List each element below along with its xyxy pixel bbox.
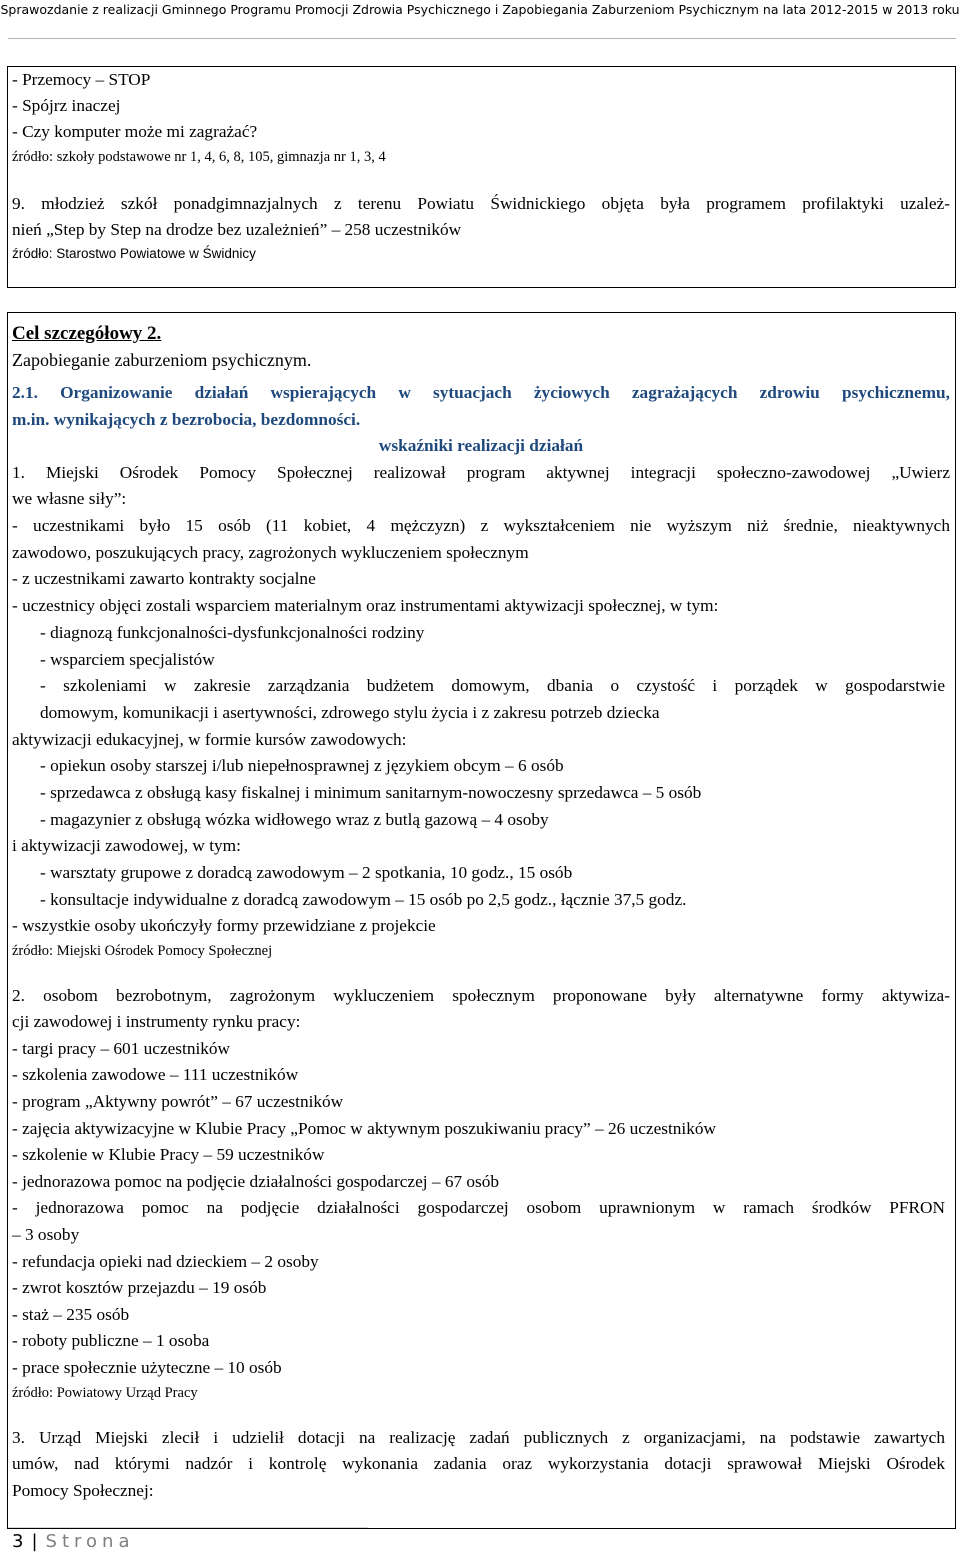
page-header: Sprawozdanie z realizacji Gminnego Programu Promocji Zdrowia Psychicznego i Zapobiegania Zaburzeniom Psychicznym na lata 2012-2015 w 2013 roku xyxy=(0,2,960,17)
list-item: - program „Aktywny powrót” – 67 uczestników xyxy=(12,1092,344,1111)
source-note: źródło: szkoły podstawowe nr 1, 4, 6, 8, 105, gimnazja nr 1, 3, 4 xyxy=(12,149,386,165)
list-item: - Czy komputer może mi zagrażać? xyxy=(12,122,258,141)
list-item: - Przemocy – STOP xyxy=(12,70,151,89)
goal-subtitle: Zapobieganie zaburzeniom psychicznym. xyxy=(12,350,312,370)
paragraph-line: - uczestnicy objęci zostali wsparciem materialnym oraz instrumentami aktywizacji społecznej, w tym: xyxy=(12,596,719,615)
list-item: - diagnozą funkcjonalności-dysfunkcjonalności rodziny xyxy=(40,623,425,642)
paragraph-line: 2. osobom bezrobotnym, zagrożonym wykluczeniem społecznym proponowane były alternatywne formy aktywiza- xyxy=(12,986,950,1005)
paragraph-line: we własne siły”: xyxy=(12,489,127,508)
list-item: - szkoleniami w zakresie zarządzania budżetem domowym, dbania o czystość i porządek w gospodarstwie xyxy=(40,676,945,695)
list-item: domowym, komunikacji i asertywności, zdrowego stylu życia i z zakresu potrzeb dziecka xyxy=(40,703,660,722)
page-footer xyxy=(12,1531,134,1553)
list-item: - wsparciem specjalistów xyxy=(40,650,215,669)
paragraph-line: - z uczestnikami zawarto kontrakty socjalne xyxy=(12,569,316,588)
list-item: - warsztaty grupowe z doradcą zawodowym – 2 spotkania, 10 godz., 15 osób xyxy=(40,863,573,882)
list-item: - opiekun osoby starszej i/lub niepełnosprawnej z językiem obcym – 6 osób xyxy=(40,756,564,775)
paragraph-line: cji zawodowej i instrumenty rynku pracy: xyxy=(12,1012,301,1031)
list-item: - targi pracy – 601 uczestników xyxy=(12,1039,231,1058)
paragraph-line: 9. młodzież szkół ponadgimnazjalnych z terenu Powiatu Świdnickiego objęta była programem profilaktyki uzależ- xyxy=(12,194,950,213)
list-item: - zwrot kosztów przejazdu – 19 osób xyxy=(12,1278,267,1297)
paragraph-line: i aktywizacji zawodowej, w tym: xyxy=(12,836,241,855)
list-item: - prace społecznie użyteczne – 10 osób xyxy=(12,1358,282,1377)
footer-separator: | xyxy=(31,1531,38,1552)
paragraph-line: Pomocy Społecznej: xyxy=(12,1481,154,1500)
indicators-heading: wskaźniki realizacji działań xyxy=(378,436,584,455)
paragraph-line: aktywizacji edukacyjnej, w formie kursów zawodowych: xyxy=(12,730,407,749)
paragraph-line: nień „Step by Step na drodze bez uzależnień” – 258 uczestników xyxy=(12,220,462,239)
list-item: - staż – 235 osób xyxy=(12,1305,130,1324)
list-item: – 3 osoby xyxy=(12,1225,80,1244)
list-item: - Spójrz inaczej xyxy=(12,96,121,115)
list-item: - refundacja opieki nad dzieckiem – 2 osoby xyxy=(12,1252,319,1271)
source-note: źródło: Powiatowy Urząd Pracy xyxy=(12,1385,198,1401)
list-item: - roboty publiczne – 1 osoba xyxy=(12,1331,210,1350)
list-item: - zajęcia aktywizacyjne w Klubie Pracy „Pomoc w aktywnym poszukiwaniu pracy” – 26 uczestników xyxy=(12,1119,716,1138)
list-item: - szkolenie w Klubie Pracy – 59 uczestników xyxy=(12,1145,325,1164)
paragraph-line: 3. Urząd Miejski zlecił i udzielił dotacji na realizację zadań publicznych z organizacjami, na podstawie zawartych xyxy=(12,1428,945,1447)
paragraph-line: - wszystkie osoby ukończyły formy przewidziane z projekcie xyxy=(12,916,436,935)
list-item: - jednorazowa pomoc na podjęcie działalności gospodarczej osobom uprawnionym w ramach środków PFRON xyxy=(12,1198,945,1217)
paragraph-line: zawodowo, poszukujących pracy, zagrożonych wykluczeniem społecznym xyxy=(12,543,529,562)
list-item: - sprzedawca z obsługą kasy fiskalnej i minimum sanitarnym-nowoczesny sprzedawca – 5 osób xyxy=(40,783,702,802)
source-note: źródło: Starostwo Powiatowe w Świdnicy xyxy=(12,246,256,261)
header-divider xyxy=(8,38,956,39)
paragraph-line: 1. Miejski Ośrodek Pomocy Społecznej realizował program aktywnej integracji społeczno-zawodowej „Uwierz xyxy=(12,463,950,482)
task-title-line: m.in. wynikających z bezrobocia, bezdomności. xyxy=(12,410,361,429)
list-item: - szkolenia zawodowe – 111 uczestników xyxy=(12,1065,299,1084)
paragraph-line: - uczestnikami było 15 osób (11 kobiet, 4 mężczyzn) z wykształceniem nie wyższym niż średnie, nieaktywnych xyxy=(12,516,950,535)
page-number: 3 xyxy=(12,1531,24,1552)
list-item: - magazynier z obsługą wózka widłowego wraz z butlą gazową – 4 osoby xyxy=(40,810,549,829)
list-item: - konsultacje indywidualne z doradcą zawodowym – 15 osób po 2,5 godz., łącznie 37,5 godz. xyxy=(40,890,687,909)
goal-title: Cel szczegółowy 2. xyxy=(12,323,162,344)
task-title-line: 2.1. Organizowanie działań wspierających w sytuacjach życiowych zagrażających zdrowiu psychicznemu, xyxy=(12,383,950,402)
page-word: Strona xyxy=(45,1531,135,1552)
list-item: - jednorazowa pomoc na podjęcie działalności gospodarczej – 67 osób xyxy=(12,1172,500,1191)
paragraph-line: umów, nad którymi nadzór i kontrolę wykonania zadania oraz wykorzystania dotacji sprawował Miejski Ośrodek xyxy=(12,1454,945,1473)
source-note: źródło: Miejski Ośrodek Pomocy Społecznej xyxy=(12,943,273,959)
footer-divider xyxy=(8,1527,368,1528)
